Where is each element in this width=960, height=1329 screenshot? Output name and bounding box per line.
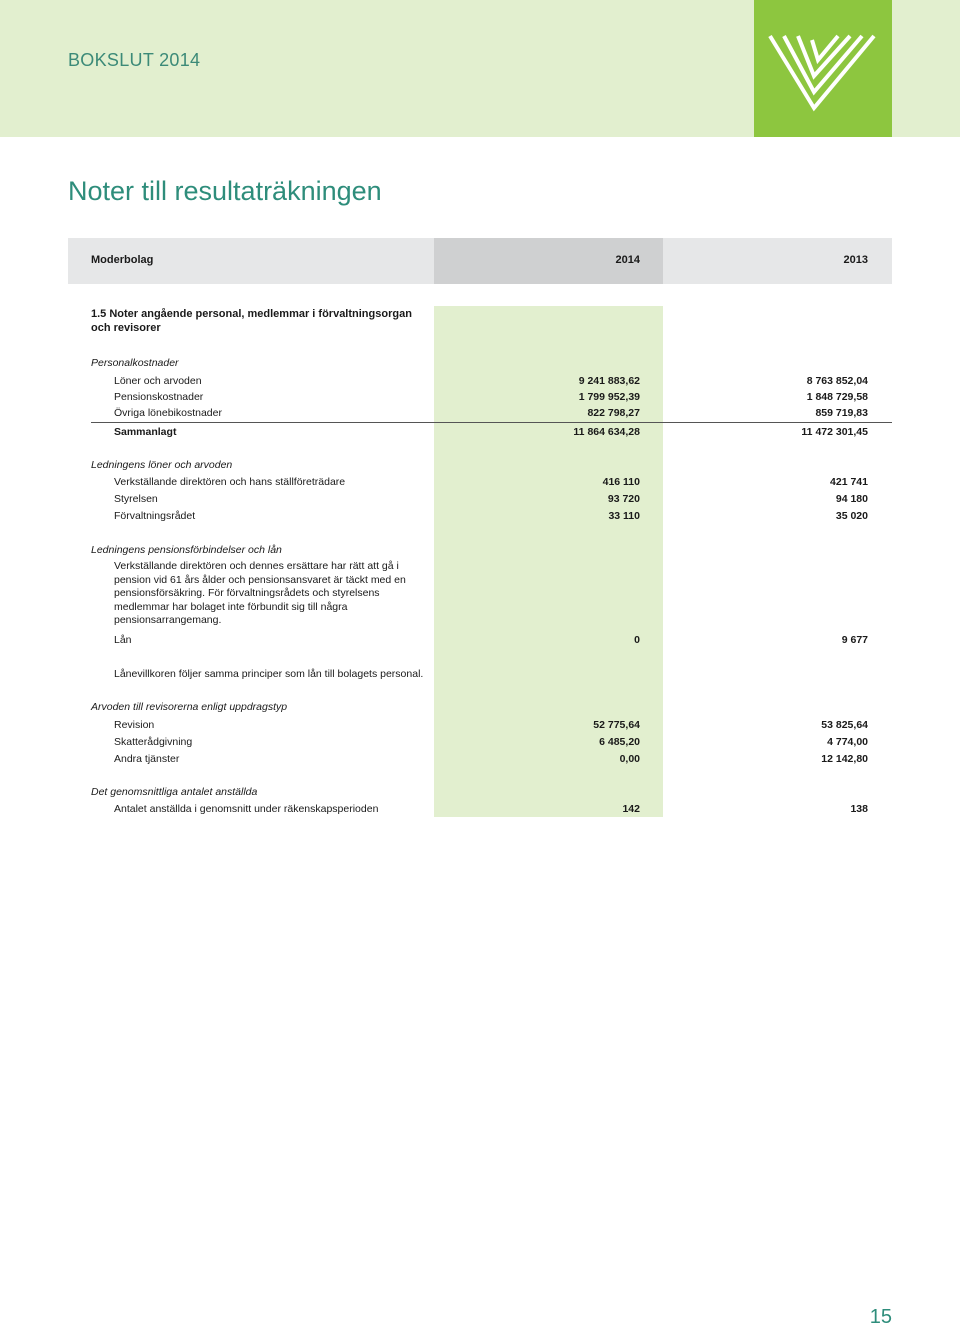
- company-logo: [754, 0, 892, 137]
- personal-row-label: Pensionskostnader: [114, 391, 204, 403]
- revisor-row-label: Andra tjänster: [114, 753, 180, 765]
- ledning-row-2014: 33 110: [608, 510, 640, 522]
- ledning-row-2013: 35 020: [835, 510, 868, 522]
- pension-heading: Ledningens pensionsförbindelser och lån: [91, 544, 282, 556]
- ledning-row-label: Förvaltningsrådet: [114, 510, 196, 522]
- loan-2013: 9 677: [841, 634, 868, 646]
- revisor-row-label: Skatterådgivning: [114, 736, 193, 748]
- ledning-row-2013: 421 741: [830, 476, 868, 488]
- personal-heading: Personalkostnader: [91, 357, 179, 369]
- revisor-row-label: Revision: [114, 719, 155, 731]
- anstallda-2013: 138: [850, 803, 868, 815]
- table-header: [68, 238, 892, 284]
- personal-row-label: Övriga lönebikostnader: [114, 407, 222, 419]
- total-divider: [91, 422, 892, 423]
- anstallda-label: Antalet anställda i genomsnitt under räkenskapsperioden: [114, 803, 379, 815]
- personal-row-2014: 822 798,27: [587, 407, 640, 419]
- personal-row-2013: 1 848 729,58: [806, 391, 868, 403]
- personal-total-label: Sammanlagt: [114, 426, 177, 438]
- loan-2014: 0: [634, 634, 640, 646]
- anstallda-2014: 142: [622, 803, 640, 815]
- v-logo-icon: [754, 0, 892, 137]
- ledning-row-label: Verkställande direktören och hans ställföreträdare: [114, 476, 346, 488]
- personal-row-2014: 9 241 883,62: [578, 375, 640, 387]
- personal-row-2013: 859 719,83: [815, 407, 868, 419]
- ledning-heading: Ledningens löner och arvoden: [91, 459, 233, 471]
- personal-row-2014: 1 799 952,39: [578, 391, 640, 403]
- ledning-row-2014: 416 110: [602, 476, 640, 488]
- table-header-label: Moderbolag: [91, 254, 154, 266]
- loan-note: Lånevillkoren följer samma principer som lån till bolagets personal.: [114, 668, 424, 680]
- anstallda-heading: Det genomsnittliga antalet anställda: [91, 786, 258, 798]
- revisor-row-2013: 4 774,00: [827, 736, 868, 748]
- personal-total-2014: 11 864 634,28: [573, 426, 640, 438]
- personal-total-2013: 11 472 301,45: [801, 426, 868, 438]
- revisor-row-2013: 12 142,80: [821, 753, 868, 765]
- revisor-row-2014: 6 485,20: [599, 736, 640, 748]
- revisor-row-2013: 53 825,64: [821, 719, 868, 731]
- revisor-heading: Arvoden till revisorerna enligt uppdragstyp: [91, 701, 288, 713]
- page-number: 15: [869, 1306, 892, 1328]
- pension-paragraph: Verkställande direktören och dennes ersättare har rätt att gå i pension vid 61 års ålder och pensionsansvaret är täckt med en pensionsförsäkring. För förvaltningsrådets och styrelsens medlemmar har bolaget inte förbundit sig till några pensionsarrangemang.: [114, 560, 406, 627]
- ledning-row-2014: 93 720: [607, 493, 640, 505]
- ledning-row-2013: 94 180: [835, 493, 868, 505]
- ledning-row-label: Styrelsen: [114, 493, 158, 505]
- page-title: Noter till resultaträkningen: [68, 176, 382, 206]
- personal-row-2013: 8 763 852,04: [806, 375, 868, 387]
- personal-row-label: Löner och arvoden: [114, 375, 202, 387]
- revisor-row-2014: 52 775,64: [593, 719, 640, 731]
- section-title: 1.5 Noter angående personal, medlemmar i förvaltningsorgan och revisorer: [91, 308, 412, 334]
- table-header-2014: 2014: [615, 254, 640, 266]
- loan-label: Lån: [114, 634, 132, 646]
- revisor-row-2014: 0,00: [619, 753, 640, 765]
- table-header-2013: 2013: [843, 254, 868, 266]
- header-title: BOKSLUT 2014: [68, 50, 201, 70]
